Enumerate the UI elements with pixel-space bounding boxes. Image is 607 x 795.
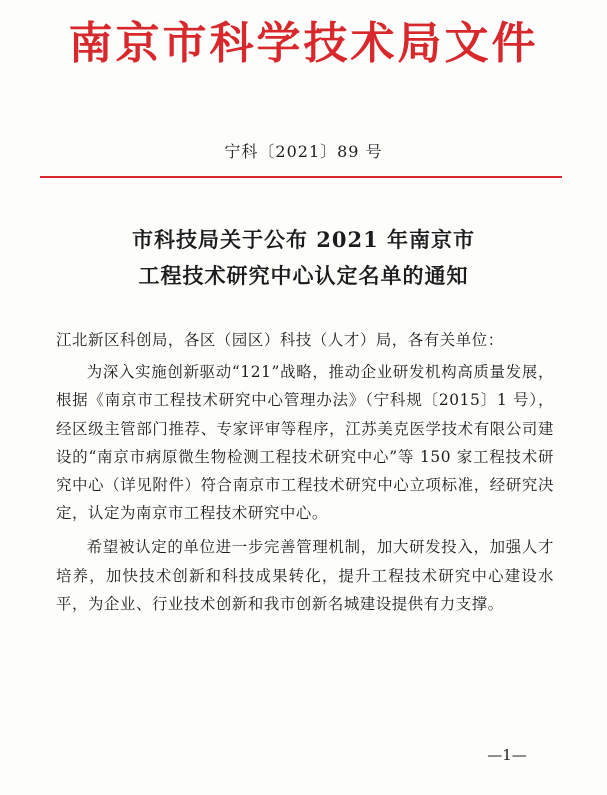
document-number: 宁科〔2021〕89 号 — [224, 142, 383, 161]
body-paragraph-2: 希望被认定的单位进一步完善管理机制，加大研发投入，加强人才培养，加快技术创新和科技成果转化，提升工程技术研究中心建设水平，为企业、行业技术创新和我市创新名城建设提供有力支撑。 — [56, 538, 554, 613]
letterhead-title: 南京市科学技术局文件 — [68, 18, 539, 69]
page-number: —1— — [487, 746, 527, 764]
notice-title-line-2: 工程技术研究中心认定名单的通知 — [138, 263, 469, 288]
notice-title — [0, 222, 607, 294]
notice-body — [56, 326, 554, 618]
body-paragraph-1: 为深入实施创新驱动“121”战略，推动企业研发机构高质量发展，根据《南京市工程技术研究中心管理办法》（宁科规〔2015〕1 号），经区级主管部门推荐、专家评审等程序，江苏美克医学技术有限公司建设的“南京市病原微生物检测工程技术研究中心”等 150 家工程技术研究中心（详见附件）符合南京市工程技术研究中心立项标准，经研究决定，认定为南京市工程技术研究中心。 — [56, 363, 555, 523]
notice-title-line-1: 市科技局关于公布 2021 年南京市 — [131, 227, 476, 252]
letterhead-red-rule — [40, 176, 562, 178]
salutation: 江北新区科创局，各区（园区）科技（人才）局，各有关单位： — [56, 331, 504, 349]
